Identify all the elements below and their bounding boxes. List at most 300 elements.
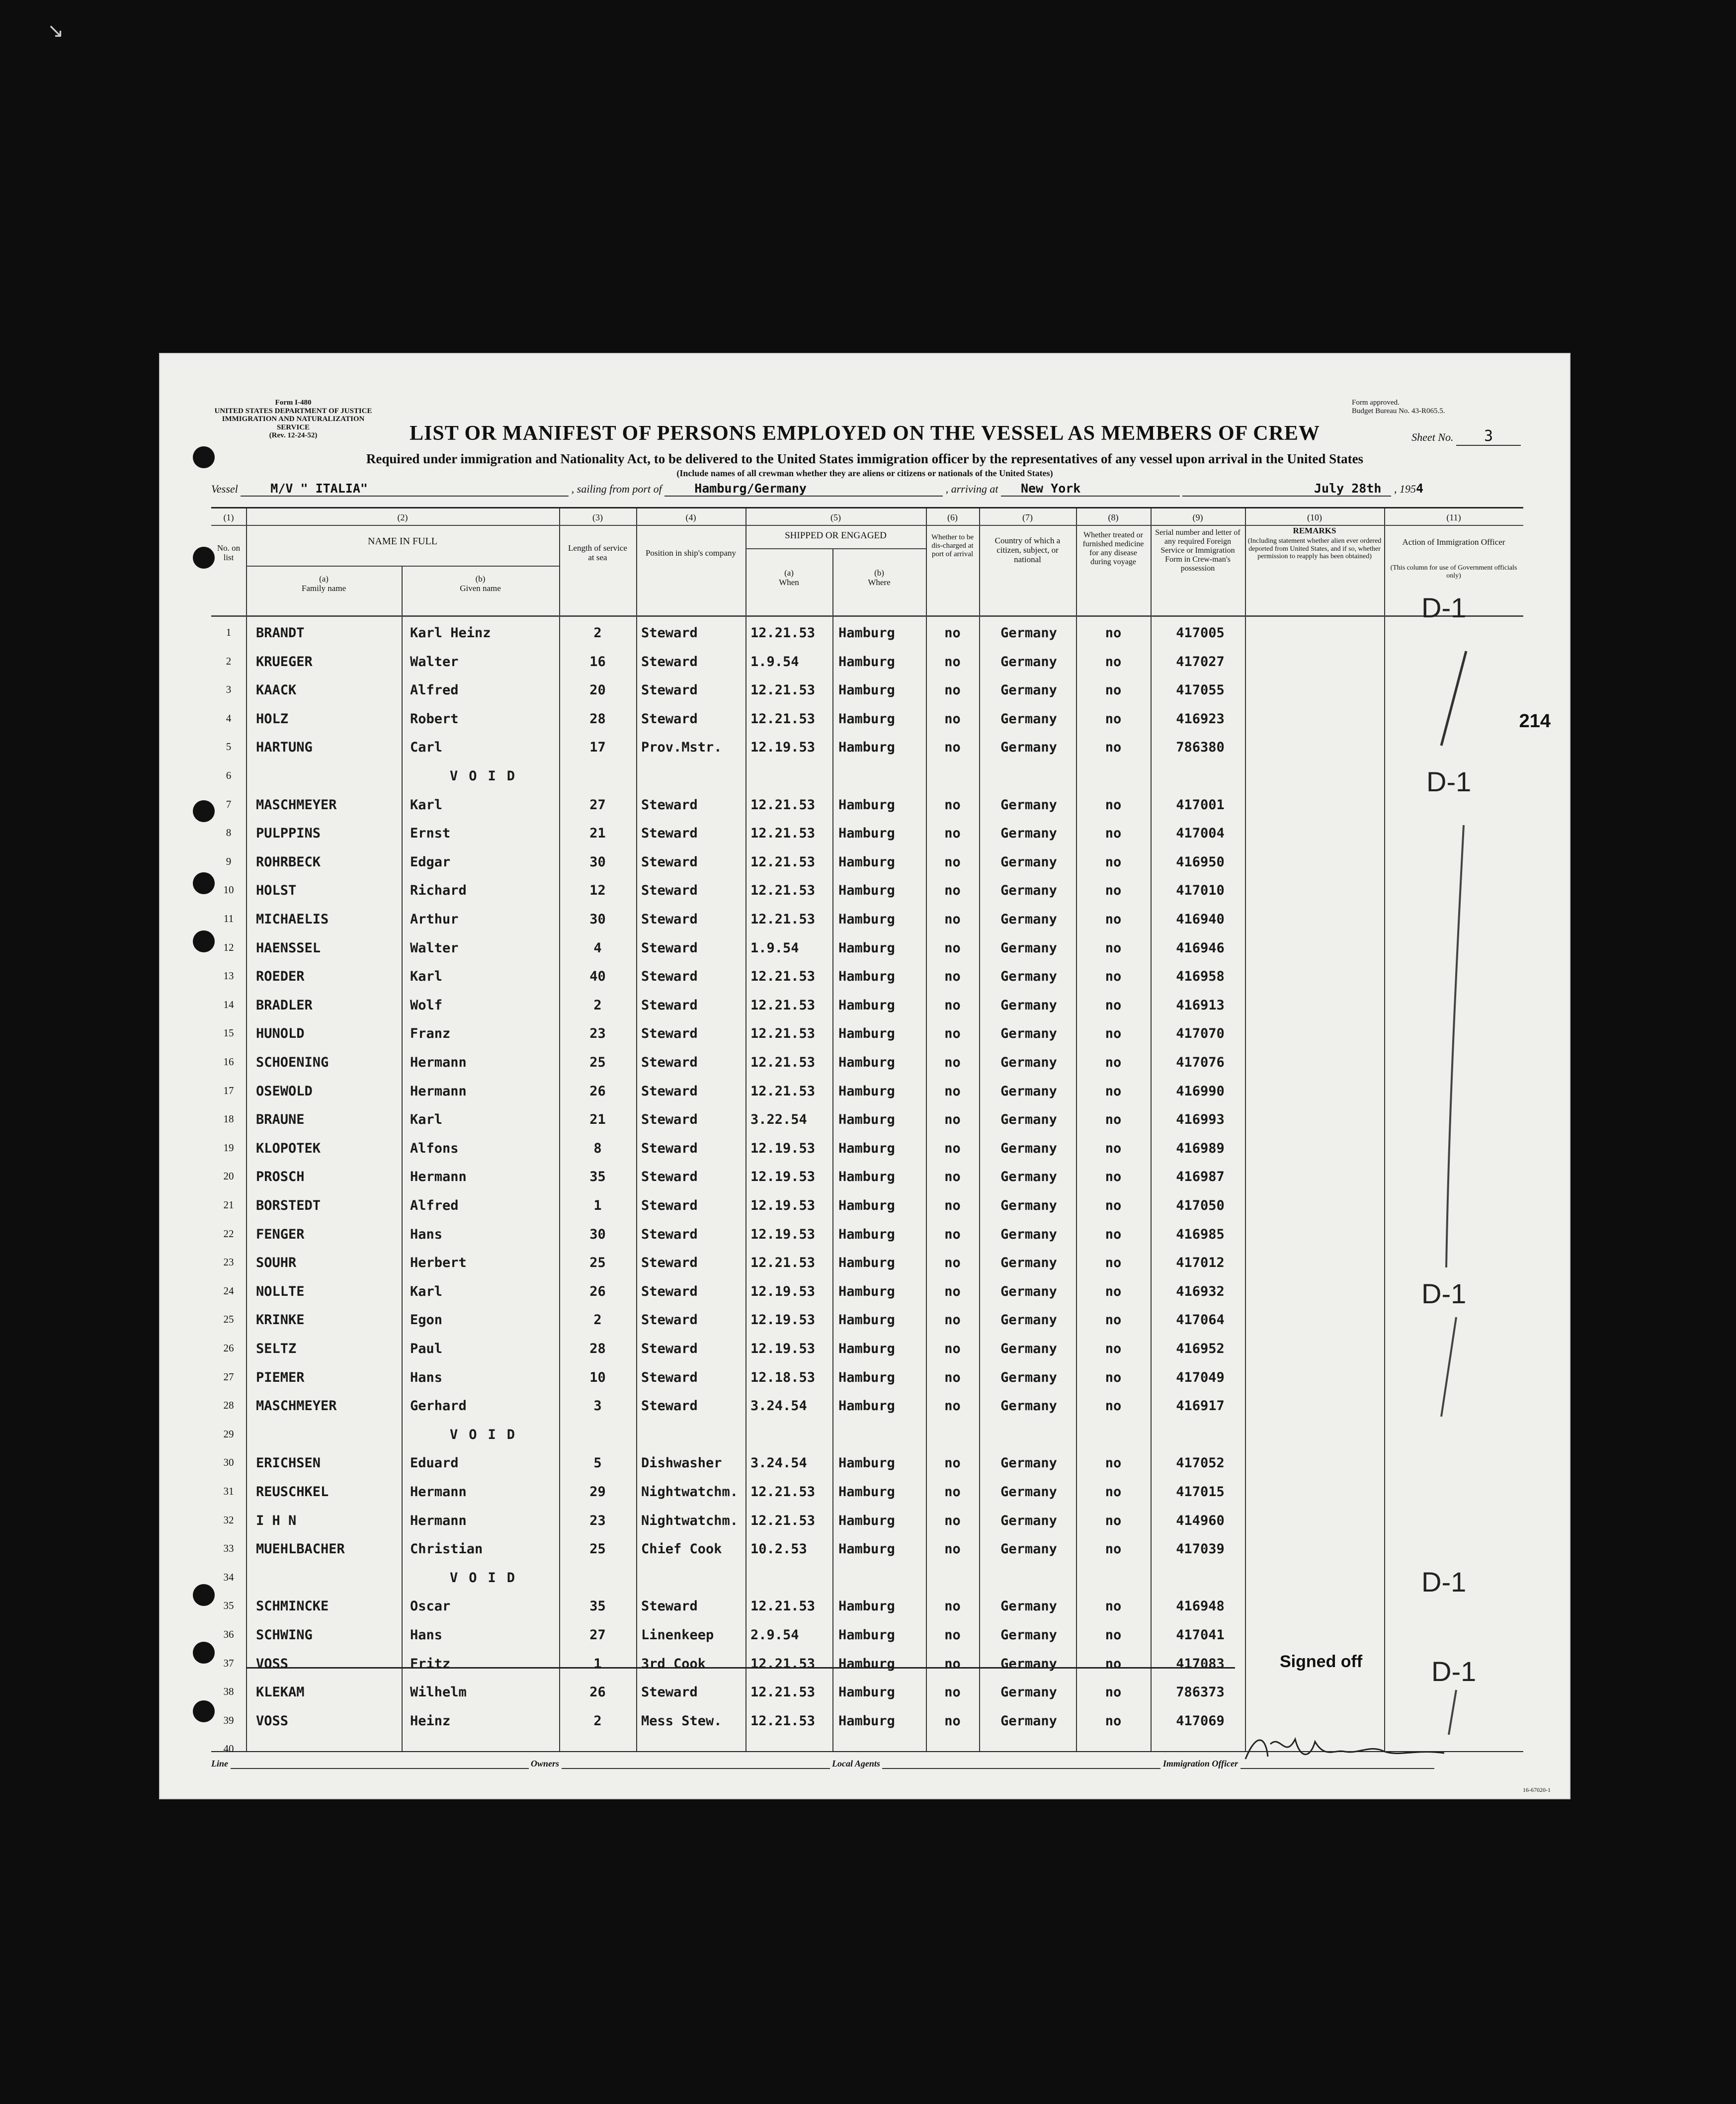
row-number: 16: [223, 1056, 234, 1068]
cell-treated: no: [1105, 940, 1122, 956]
colnum: (2): [397, 512, 408, 522]
cell-family: BRANDT: [256, 625, 305, 641]
cell-serial: 417069: [1176, 1713, 1225, 1729]
cell-given: Carl: [410, 740, 443, 756]
cell-given: Walter: [410, 940, 459, 956]
cell-treated: no: [1105, 1484, 1122, 1500]
cell-position: Steward: [641, 1312, 698, 1328]
cell-serial: 417076: [1176, 1055, 1225, 1070]
cell-country: Germany: [1000, 1398, 1057, 1414]
header-name: NAME IN FULL: [368, 536, 437, 547]
approval-block: [1352, 399, 1516, 416]
table-row: [211, 907, 1523, 935]
table-row: [211, 1193, 1523, 1221]
void-marker: VOID: [450, 1427, 526, 1442]
footer-agents-label: Local Agents: [832, 1759, 880, 1768]
cell-where: Hamburg: [838, 1169, 895, 1185]
cell-position: Steward: [641, 1369, 698, 1385]
row-number: 20: [223, 1170, 234, 1182]
footer-line-label: Line: [211, 1759, 228, 1768]
remark-signed-off: Signed off: [1280, 1652, 1363, 1671]
cell-length: 1: [593, 1198, 602, 1213]
cell-country: Germany: [1000, 625, 1057, 641]
cell-when: 12.21.53: [750, 969, 816, 985]
cell-country: Germany: [1000, 654, 1057, 670]
cell-serial: 416952: [1176, 1341, 1225, 1356]
cell-family: KLEKAM: [256, 1684, 305, 1700]
cell-discharged: no: [944, 682, 961, 698]
cell-country: Germany: [1000, 969, 1057, 985]
row-number: 7: [226, 798, 232, 810]
cell-given: Eduard: [410, 1455, 459, 1471]
cell-serial: 414960: [1176, 1513, 1225, 1528]
cell-given: Hans: [410, 1226, 443, 1242]
cell-given: Karl Heinz: [410, 625, 491, 641]
colnum: (11): [1446, 512, 1461, 522]
cell-when: 2.9.54: [750, 1627, 799, 1643]
header-where-text: Where: [868, 578, 891, 588]
cell-family: NOLLTE: [256, 1283, 305, 1299]
cell-given: Richard: [410, 883, 467, 899]
cell-where: Hamburg: [838, 1513, 895, 1528]
row-number: 39: [223, 1714, 234, 1726]
cell-serial: 416990: [1176, 1083, 1225, 1099]
cell-given: Edgar: [410, 854, 451, 870]
cell-where: Hamburg: [838, 940, 895, 956]
cell-length: 30: [589, 912, 606, 927]
table-row: [211, 878, 1523, 906]
cell-discharged: no: [944, 797, 961, 813]
table-row: [211, 1651, 1523, 1680]
cell-serial: 417055: [1176, 682, 1225, 698]
cell-where: Hamburg: [838, 1198, 895, 1213]
cell-country: Germany: [1000, 682, 1057, 698]
cell-serial: 416940: [1176, 912, 1225, 927]
d1-annotation: D-1: [1421, 1278, 1467, 1309]
header-when-letter: (a): [784, 568, 794, 578]
cell-length: 27: [589, 797, 606, 813]
cell-length: 35: [589, 1169, 606, 1185]
cell-discharged: no: [944, 1169, 961, 1185]
cell-discharged: no: [944, 1083, 961, 1099]
cell-where: Hamburg: [838, 682, 895, 698]
header-serial: Serial number and letter of any required Foreign Service or Immigration Form in Crew-man's possession: [1155, 528, 1240, 573]
cell-serial: 416985: [1176, 1226, 1225, 1242]
cell-length: 25: [589, 1255, 606, 1271]
cell-discharged: no: [944, 1455, 961, 1471]
budget-bureau: Budget Bureau No. 43-R065.5.: [1352, 407, 1445, 416]
cell-where: Hamburg: [838, 997, 895, 1013]
cell-given: Robert: [410, 711, 459, 727]
sailing-port: Hamburg/Germany: [664, 481, 943, 497]
cell-where: Hamburg: [838, 1369, 895, 1385]
table-row: [211, 1336, 1523, 1364]
cell-treated: no: [1105, 826, 1122, 842]
cell-where: Hamburg: [838, 826, 895, 842]
cell-country: Germany: [1000, 1713, 1057, 1729]
row-number: 24: [223, 1284, 234, 1297]
cell-length: 26: [589, 1283, 606, 1299]
footer-owners-label: Owners: [531, 1759, 560, 1768]
cell-family: KRINKE: [256, 1312, 305, 1328]
cell-position: Steward: [641, 1255, 698, 1271]
cell-treated: no: [1105, 969, 1122, 985]
table-row: [211, 677, 1523, 706]
cell-country: Germany: [1000, 1283, 1057, 1299]
header-rule: [246, 566, 559, 567]
cell-serial: 417015: [1176, 1484, 1225, 1500]
year-digit: 4: [1415, 481, 1423, 496]
cell-treated: no: [1105, 1055, 1122, 1070]
cell-position: Steward: [641, 854, 698, 870]
cell-position: Steward: [641, 682, 698, 698]
footer-officer-label: Immigration Officer: [1162, 1759, 1239, 1768]
cell-given: Hermann: [410, 1083, 467, 1099]
table-row: [211, 1422, 1523, 1450]
cell-treated: no: [1105, 1341, 1122, 1356]
cell-when: 12.21.53: [750, 682, 816, 698]
cell-where: Hamburg: [838, 1627, 895, 1643]
cell-where: Hamburg: [838, 1312, 895, 1328]
header-where-letter: (b): [874, 568, 884, 578]
cell-position: Steward: [641, 625, 698, 641]
corner-arrow-icon: ↘: [47, 19, 64, 42]
cell-serial: 417050: [1176, 1198, 1225, 1213]
cell-length: 26: [589, 1083, 606, 1099]
cell-when: 12.21.53: [750, 711, 816, 727]
colnum: (6): [947, 512, 958, 522]
cell-treated: no: [1105, 1112, 1122, 1128]
cell-position: Steward: [641, 1112, 698, 1128]
cell-treated: no: [1105, 997, 1122, 1013]
cell-where: Hamburg: [838, 1255, 895, 1271]
cell-where: Hamburg: [838, 854, 895, 870]
cell-country: Germany: [1000, 1255, 1057, 1271]
cell-position: Steward: [641, 1169, 698, 1185]
cell-length: 16: [589, 654, 606, 670]
cell-treated: no: [1105, 1226, 1122, 1242]
row-number: 35: [223, 1599, 234, 1612]
cell-discharged: no: [944, 1341, 961, 1356]
cell-serial: 417001: [1176, 797, 1225, 813]
cell-length: 28: [589, 1341, 606, 1356]
header-remarks-note: (Including statement whether alien ever ordered deported from United States, and if so, whether permission to reapply has been obtained): [1247, 537, 1382, 561]
cell-discharged: no: [944, 1369, 961, 1385]
cell-family: KLOPOTEK: [256, 1140, 321, 1156]
cell-given: Christian: [410, 1541, 483, 1557]
cell-family: BRAUNE: [256, 1112, 305, 1128]
cell-treated: no: [1105, 912, 1122, 927]
table-row: [211, 1393, 1523, 1422]
cell-where: Hamburg: [838, 1026, 895, 1042]
cell-position: Chief Cook: [641, 1541, 722, 1557]
cell-discharged: no: [944, 711, 961, 727]
row-number: 34: [223, 1571, 234, 1583]
cell-given: Hermann: [410, 1055, 467, 1070]
cell-position: Steward: [641, 1026, 698, 1042]
cell-family: PULPPINS: [256, 826, 321, 842]
cell-discharged: no: [944, 883, 961, 899]
sailing-label: , sailing from port of: [571, 483, 662, 495]
cell-length: 25: [589, 1055, 606, 1070]
cell-treated: no: [1105, 1627, 1122, 1643]
table-row: [211, 792, 1523, 821]
cell-given: Wolf: [410, 997, 443, 1013]
cell-position: Steward: [641, 1055, 698, 1070]
row-number: 26: [223, 1342, 234, 1354]
cell-discharged: no: [944, 1656, 961, 1672]
cell-length: 28: [589, 711, 606, 727]
row-number: 27: [223, 1370, 234, 1383]
row-number: 5: [226, 741, 232, 753]
subtitle: Required under immigration and Nationality Act, to be delivered to the United States immigration officer by the representatives of any vessel upon arrival in the United States: [366, 451, 1364, 466]
cell-given: Hermann: [410, 1169, 467, 1185]
cell-given: Egon: [410, 1312, 443, 1328]
cell-discharged: no: [944, 1599, 961, 1614]
cell-length: 3: [593, 1398, 602, 1414]
row-number: 13: [223, 970, 234, 982]
cell-treated: no: [1105, 1312, 1122, 1328]
header-rule: [745, 548, 926, 549]
header-given-letter: (b): [475, 574, 486, 584]
cell-position: Steward: [641, 711, 698, 727]
cell-family: SELTZ: [256, 1341, 297, 1356]
cell-when: 3.24.54: [750, 1398, 807, 1414]
cell-discharged: no: [944, 1713, 961, 1729]
cell-length: 26: [589, 1684, 606, 1700]
cell-discharged: no: [944, 1140, 961, 1156]
cell-treated: no: [1105, 854, 1122, 870]
d1-annotation: D-1: [1426, 766, 1472, 797]
cell-position: Steward: [641, 797, 698, 813]
cell-family: SCHOENING: [256, 1055, 329, 1070]
cell-discharged: no: [944, 997, 961, 1013]
cell-given: Hermann: [410, 1513, 467, 1528]
cell-family: SOUHR: [256, 1255, 297, 1271]
header-no: No. on list: [217, 543, 241, 563]
cell-treated: no: [1105, 1255, 1122, 1271]
cell-given: Ernst: [410, 826, 451, 842]
header-given-text: Given name: [460, 584, 501, 593]
cell-discharged: no: [944, 854, 961, 870]
cell-given: Fritz: [410, 1656, 451, 1672]
cell-serial: 416989: [1176, 1140, 1225, 1156]
cell-discharged: no: [944, 740, 961, 756]
cell-serial: 416950: [1176, 854, 1225, 870]
cell-when: 12.21.53: [750, 997, 816, 1013]
department: UNITED STATES DEPARTMENT OF JUSTICE: [214, 407, 372, 415]
table-row: [211, 1565, 1523, 1594]
cell-country: Germany: [1000, 1369, 1057, 1385]
header-position: Position in ship's company: [645, 548, 737, 558]
header-shipped: SHIPPED OR ENGAGED: [785, 530, 887, 541]
cell-given: Oscar: [410, 1599, 451, 1614]
cell-country: Germany: [1000, 1312, 1057, 1328]
row-number: 21: [223, 1199, 234, 1211]
table-row: [211, 1107, 1523, 1135]
cell-family: OSEWOLD: [256, 1083, 313, 1099]
cell-country: Germany: [1000, 1541, 1057, 1557]
cell-treated: no: [1105, 1656, 1122, 1672]
cell-position: Steward: [641, 1083, 698, 1099]
row-number: 33: [223, 1542, 234, 1555]
cell-given: Hans: [410, 1369, 443, 1385]
cell-position: Steward: [641, 1684, 698, 1700]
cell-family: REUSCHKEL: [256, 1484, 329, 1500]
cell-serial: 416987: [1176, 1169, 1225, 1185]
cell-where: Hamburg: [838, 1541, 895, 1557]
cell-when: 12.21.53: [750, 1656, 816, 1672]
cell-position: Steward: [641, 826, 698, 842]
row-number: 38: [223, 1685, 234, 1698]
cell-when: 12.19.53: [750, 1140, 816, 1156]
table-row: [211, 1136, 1523, 1164]
void-marker: VOID: [450, 1570, 526, 1586]
vessel-line: [211, 481, 1523, 501]
cell-where: Hamburg: [838, 1226, 895, 1242]
cell-family: HOLZ: [256, 711, 289, 727]
cell-serial: 417012: [1176, 1255, 1225, 1271]
cell-family: MUEHLBACHER: [256, 1541, 345, 1557]
cell-country: Germany: [1000, 1198, 1057, 1213]
cell-treated: no: [1105, 1398, 1122, 1414]
table-row: [211, 821, 1523, 849]
cell-where: Hamburg: [838, 1484, 895, 1500]
cell-length: 21: [589, 1112, 606, 1128]
cell-when: 12.21.53: [750, 1713, 816, 1729]
revision: (Rev. 12-24-52): [269, 431, 318, 439]
row-number: 1: [226, 626, 232, 638]
page-title: LIST OR MANIFEST OF PERSONS EMPLOYED ON THE VESSEL AS MEMBERS OF CREW: [410, 422, 1320, 445]
colnum: (5): [830, 512, 841, 522]
cell-discharged: no: [944, 1513, 961, 1528]
cell-given: Hermann: [410, 1484, 467, 1500]
cell-country: Germany: [1000, 1140, 1057, 1156]
cell-given: Walter: [410, 654, 459, 670]
cell-country: Germany: [1000, 1341, 1057, 1356]
cell-serial: 417064: [1176, 1312, 1225, 1328]
cell-serial: 416948: [1176, 1599, 1225, 1614]
cell-given: Karl: [410, 969, 443, 985]
cell-country: Germany: [1000, 854, 1057, 870]
cell-given: Karl: [410, 1112, 443, 1128]
header-family-text: Family name: [301, 584, 346, 593]
cell-family: MASCHMEYER: [256, 797, 337, 813]
cell-serial: 416993: [1176, 1112, 1225, 1128]
cell-position: Steward: [641, 1398, 698, 1414]
cell-when: 12.19.53: [750, 740, 816, 756]
colnum: (1): [223, 512, 234, 522]
cell-length: 23: [589, 1513, 606, 1528]
row-number: 17: [223, 1084, 234, 1096]
cell-treated: no: [1105, 682, 1122, 698]
cell-position: Steward: [641, 1198, 698, 1213]
cell-serial: 417049: [1176, 1369, 1225, 1385]
row-number: 25: [223, 1313, 234, 1326]
cell-when: 12.21.53: [750, 1083, 816, 1099]
cell-length: 2: [593, 997, 602, 1013]
header-when-text: When: [779, 578, 799, 588]
year-label: , 195: [1394, 483, 1416, 495]
row-number: 40: [223, 1743, 234, 1755]
cell-discharged: no: [944, 1684, 961, 1700]
row-number: 29: [223, 1428, 234, 1440]
cell-country: Germany: [1000, 1026, 1057, 1042]
table-row: [211, 849, 1523, 878]
cell-family: MASCHMEYER: [256, 1398, 337, 1414]
cell-country: Germany: [1000, 1455, 1057, 1471]
cell-when: 12.21.53: [750, 854, 816, 870]
cell-position: Steward: [641, 1226, 698, 1242]
cell-family: FENGER: [256, 1226, 305, 1242]
cell-serial: 786380: [1176, 740, 1225, 756]
cell-position: Mess Stew.: [641, 1713, 722, 1729]
table-row: [211, 1222, 1523, 1250]
footer-owners-blank: [562, 1759, 830, 1769]
cell-treated: no: [1105, 1684, 1122, 1700]
cell-position: Steward: [641, 969, 698, 985]
cell-where: Hamburg: [838, 1455, 895, 1471]
cell-discharged: no: [944, 1198, 961, 1213]
cell-length: 12: [589, 883, 606, 899]
cell-given: Karl: [410, 797, 443, 813]
cell-treated: no: [1105, 740, 1122, 756]
header-treated: Whether treated or furnished medicine for any disease during voyage: [1082, 531, 1144, 566]
cell-when: 1.9.54: [750, 940, 799, 956]
cell-when: 12.21.53: [750, 1513, 816, 1528]
row-number: 12: [223, 941, 234, 953]
cell-given: Franz: [410, 1026, 451, 1042]
footer-agents-blank: [882, 1759, 1160, 1769]
sheet-label: Sheet No.: [1411, 431, 1454, 443]
cell-discharged: no: [944, 1398, 961, 1414]
cell-treated: no: [1105, 1455, 1122, 1471]
cell-treated: no: [1105, 625, 1122, 641]
cell-country: Germany: [1000, 1484, 1057, 1500]
d1-annotation: D-1: [1421, 592, 1467, 623]
cell-country: Germany: [1000, 1083, 1057, 1099]
cell-treated: no: [1105, 711, 1122, 727]
cell-length: 1: [593, 1656, 602, 1672]
cell-where: Hamburg: [838, 1398, 895, 1414]
d1-annotation: D-1: [1421, 1566, 1467, 1598]
cell-serial: 417070: [1176, 1026, 1225, 1042]
cell-when: 12.21.53: [750, 1055, 816, 1070]
cell-treated: no: [1105, 1513, 1122, 1528]
cell-position: Dishwasher: [641, 1455, 722, 1471]
arriving-port: New York: [1001, 481, 1180, 497]
table-row: [211, 1250, 1523, 1278]
cell-discharged: no: [944, 969, 961, 985]
table-row: [211, 993, 1523, 1021]
cell-length: 5: [593, 1455, 602, 1471]
cell-length: 25: [589, 1541, 606, 1557]
cell-length: 2: [593, 1312, 602, 1328]
row-number: 2: [226, 655, 232, 667]
table-row: [211, 1279, 1523, 1307]
cell-country: Germany: [1000, 912, 1057, 927]
cell-family: BRADLER: [256, 997, 313, 1013]
cell-where: Hamburg: [838, 740, 895, 756]
colnum: (3): [592, 512, 603, 522]
cell-where: Hamburg: [838, 1140, 895, 1156]
table-row: [211, 1450, 1523, 1479]
header-family: [246, 574, 402, 593]
table-row: [211, 1307, 1523, 1336]
cell-treated: no: [1105, 1541, 1122, 1557]
footer: [211, 1759, 1523, 1769]
row-number: 10: [223, 884, 234, 896]
